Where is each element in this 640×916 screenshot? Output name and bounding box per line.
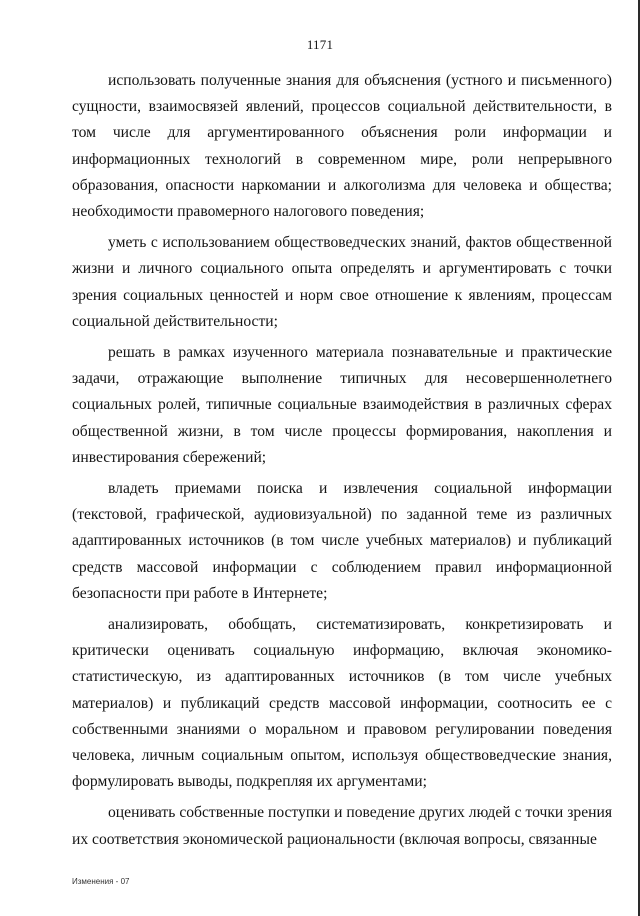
paragraph-information-search: владеть приемами поиска и извлечения социальной информации (текстовой, графической, аудиовизуальной) по заданной теме из различных адаптированных источников (в том числе учебных материалов) и публикаций средств массовой информации с соблюдением правил информационной безопасности при работе в Интернете; bbox=[72, 480, 612, 602]
paragraph-analyze-information: анализировать, обобщать, систематизировать, конкретизировать и критически оценивать социальную информацию, включая экономико-статистическую, из адаптированных источников (в том числе учебных материалов) и публикаций средств массовой информации, соотносить ее с собственными знаниями о моральном и правовом регулировании поведения человека, личным социальным опытом, используя обществоведческие знания, формулировать выводы, подкрепляя их аргументами; bbox=[72, 616, 612, 791]
paragraph-argue-attitude: уметь с использованием обществоведческих знаний, фактов общественной жизни и личного социального опыта определять и аргументировать с точки зрения социальных ценностей и норм свое отношение к явлениям, процессам социальной действительности; bbox=[72, 234, 612, 330]
body-text bbox=[72, 68, 612, 858]
paragraph-evaluate-actions: оценивать собственные поступки и поведение других людей с точки зрения их соответствия экономической рациональности (включая вопросы, связанные bbox=[72, 804, 612, 848]
paragraph-explain-knowledge: использовать полученные знания для объяснения (устного и письменного) сущности, взаимосвязей явлений, процессов социальной действительности, в том числе для аргументированного объяснения роли информации и информационных технологий в современном мире, роли непрерывного образования, опасности наркомании и алкоголизма для человека и общества; необходимости правомерного налогового поведения; bbox=[72, 72, 612, 221]
footer-revision-note: Изменения - 07 bbox=[72, 877, 130, 886]
paragraph-solve-tasks: решать в рамках изученного материала познавательные и практические задачи, отражающие выполнение типичных для несовершеннолетнего социальных ролей, типичные социальные взаимодействия в различных сферах общественной жизни, в том числе процессы формирования, накопления и инвестирования сбережений; bbox=[72, 344, 612, 466]
page-number: 1171 bbox=[306, 37, 334, 52]
